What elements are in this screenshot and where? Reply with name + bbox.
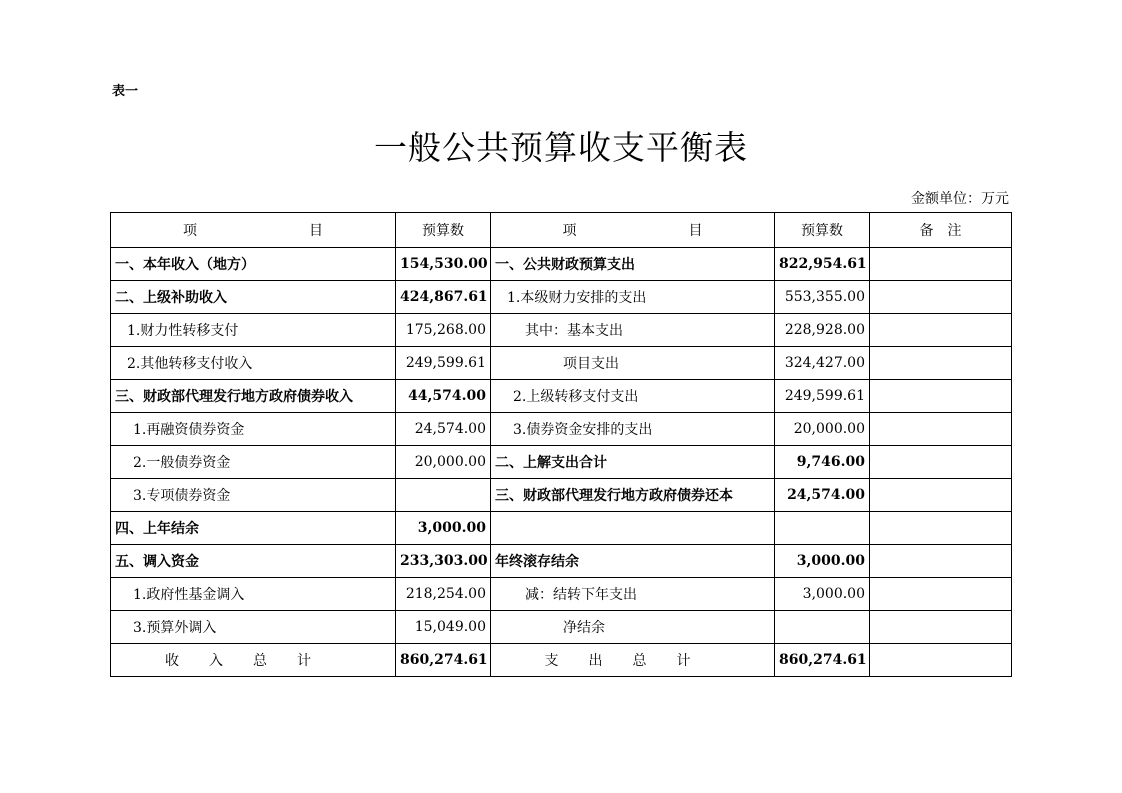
- expense-budget-value: [775, 611, 870, 644]
- expense-item-label: [491, 512, 775, 545]
- expense-item-label: 年终滚存结余: [491, 545, 775, 578]
- income-item-label: 1.财力性转移支付: [111, 314, 396, 347]
- table-row: [111, 578, 1012, 611]
- income-item-label: 五、调入资金: [111, 545, 396, 578]
- table-row: [111, 545, 1012, 578]
- income-item-label: 二、上级补助收入: [111, 281, 396, 314]
- expense-item-label: 项目支出: [491, 347, 775, 380]
- header-item-expense: 项 目: [491, 213, 775, 248]
- income-budget-value: 3,000.00: [396, 512, 491, 545]
- income-budget-value: 218,254.00: [396, 578, 491, 611]
- expense-budget-value: 324,427.00: [775, 347, 870, 380]
- income-budget-value: 44,574.00: [396, 380, 491, 413]
- income-total-value: 860,274.61: [396, 644, 491, 677]
- remark-cell: [870, 545, 1012, 578]
- table-row: [111, 281, 1012, 314]
- income-item-label: 1.政府性基金调入: [111, 578, 396, 611]
- income-budget-value: 424,867.61: [396, 281, 491, 314]
- expense-budget-value: 3,000.00: [775, 545, 870, 578]
- income-budget-value: 175,268.00: [396, 314, 491, 347]
- table-number: 表一: [112, 84, 139, 99]
- income-item-label: 3.预算外调入: [111, 611, 396, 644]
- income-budget-value: 20,000.00: [396, 446, 491, 479]
- expense-item-label: 2.上级转移支付支出: [491, 380, 775, 413]
- table-row: [111, 413, 1012, 446]
- remark-cell: [870, 578, 1012, 611]
- income-budget-value: 249,599.61: [396, 347, 491, 380]
- expense-budget-value: 228,928.00: [775, 314, 870, 347]
- remark-cell: [870, 446, 1012, 479]
- expense-item-label: 一、公共财政预算支出: [491, 248, 775, 281]
- page-title: 一般公共预算收支平衡表: [374, 128, 748, 167]
- table-row: [111, 446, 1012, 479]
- income-budget-value: 154,530.00: [396, 248, 491, 281]
- remark-cell: [870, 644, 1012, 677]
- income-budget-value: [396, 479, 491, 512]
- expense-budget-value: 553,355.00: [775, 281, 870, 314]
- unit-label: 金额单位：万元: [911, 191, 1009, 207]
- income-budget-value: 233,303.00: [396, 545, 491, 578]
- expense-item-label: 三、财政部代理发行地方政府债券还本: [491, 479, 775, 512]
- remark-cell: [870, 347, 1012, 380]
- expense-budget-value: 20,000.00: [775, 413, 870, 446]
- remark-cell: [870, 248, 1012, 281]
- remark-cell: [870, 281, 1012, 314]
- expense-budget-value: 249,599.61: [775, 380, 870, 413]
- expense-item-label: 1.本级财力安排的支出: [491, 281, 775, 314]
- expense-total-value: 860,274.61: [775, 644, 870, 677]
- header-item-income: 项 目: [111, 213, 396, 248]
- table-header-row: [111, 213, 1012, 248]
- expense-budget-value: 24,574.00: [775, 479, 870, 512]
- income-item-label: 3.专项债券资金: [111, 479, 396, 512]
- expense-item-label: 净结余: [491, 611, 775, 644]
- income-item-label: 2.其他转移支付收入: [111, 347, 396, 380]
- table-row: [111, 479, 1012, 512]
- expense-item-label: 其中：基本支出: [491, 314, 775, 347]
- remark-cell: [870, 380, 1012, 413]
- budget-balance-table: [110, 212, 1012, 677]
- remark-cell: [870, 512, 1012, 545]
- expense-item-label: 二、上解支出合计: [491, 446, 775, 479]
- expense-budget-value: [775, 512, 870, 545]
- income-item-label: 三、财政部代理发行地方政府债券收入: [111, 380, 396, 413]
- remark-cell: [870, 413, 1012, 446]
- income-total-label: 收入总计: [111, 644, 396, 677]
- header-budget-expense: 预算数: [775, 213, 870, 248]
- remark-cell: [870, 314, 1012, 347]
- expense-budget-value: 822,954.61: [775, 248, 870, 281]
- expense-budget-value: 9,746.00: [775, 446, 870, 479]
- table-row: [111, 512, 1012, 545]
- remark-cell: [870, 611, 1012, 644]
- table-row: [111, 611, 1012, 644]
- income-budget-value: 15,049.00: [396, 611, 491, 644]
- expense-item-label: 3.债券资金安排的支出: [491, 413, 775, 446]
- remark-cell: [870, 479, 1012, 512]
- header-budget-income: 预算数: [396, 213, 491, 248]
- income-item-label: 2.一般债券资金: [111, 446, 396, 479]
- income-item-label: 四、上年结余: [111, 512, 396, 545]
- income-item-label: 1.再融资债券资金: [111, 413, 396, 446]
- income-budget-value: 24,574.00: [396, 413, 491, 446]
- table-row: [111, 248, 1012, 281]
- header-remark: 备 注: [870, 213, 1012, 248]
- totals-row: [111, 644, 1012, 677]
- income-item-label: 一、本年收入（地方）: [111, 248, 396, 281]
- table-row: [111, 380, 1012, 413]
- expense-item-label: 减：结转下年支出: [491, 578, 775, 611]
- table-body: [111, 248, 1012, 644]
- expense-budget-value: 3,000.00: [775, 578, 870, 611]
- expense-total-label: 支出总计: [491, 644, 775, 677]
- table-row: [111, 347, 1012, 380]
- table-row: [111, 314, 1012, 347]
